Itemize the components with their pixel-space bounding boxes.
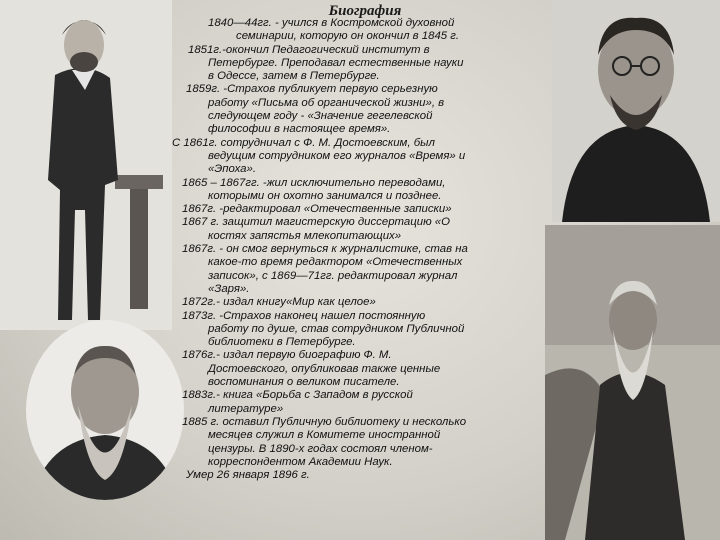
bio-line: 1885 г. оставил Публичную библиотеку и несколько <box>182 415 467 428</box>
bio-paragraph <box>168 310 538 350</box>
bio-paragraph <box>168 389 538 416</box>
bio-line: «Эпоха». <box>208 163 256 176</box>
bio-line: костях запястья млекопитающих» <box>208 229 402 242</box>
bio-line: Достоевского, опубликовав также ценные <box>208 362 441 375</box>
bio-line: Петербурге. Преподавал естественные науки <box>208 56 464 69</box>
bio-line: 1872г.- издал книгу«Мир как целое» <box>182 296 376 309</box>
bio-paragraph <box>168 349 538 389</box>
bio-line: следующем году - «Значение гегелевской <box>208 110 433 123</box>
bio-line: 1859г. -Страхов публикует первую серьезную <box>186 83 438 96</box>
portrait-with-glasses <box>552 0 720 222</box>
bio-line: литературе» <box>208 402 284 415</box>
bio-paragraph <box>168 203 538 216</box>
bio-line: 1867 г. защитил магистерскую диссертацию «О <box>182 216 451 229</box>
portrait-young-standing <box>0 0 172 330</box>
portrait-oval-bearded <box>26 320 184 500</box>
bio-line: работу «Письма об органической жизни», в <box>208 96 445 109</box>
bio-line: ведущим сотрудником его журналов «Время» и <box>208 149 466 162</box>
bio-paragraph <box>168 17 538 44</box>
bio-line: 1873г. -Страхов наконец нашел постоянную <box>182 309 426 322</box>
bio-paragraph <box>168 177 538 204</box>
bio-line: библиотеки в Петербурге. <box>208 336 356 349</box>
bio-line: в Одессе, затем в Петербурге. <box>208 70 380 83</box>
bio-paragraph <box>168 137 538 177</box>
bio-line: записок», с 1869—71гг. редактировал журнал <box>208 269 458 282</box>
bio-line: семинарии, которую он окончил в 1845 г. <box>236 30 460 43</box>
slide-title: Биография <box>328 3 402 19</box>
bio-line: 1883г.- книга «Борьба с Западом в русской <box>182 389 413 402</box>
bio-line: работу по душе, став сотрудником Публичной <box>208 322 465 335</box>
bio-line: философии в настоящее время». <box>208 123 391 136</box>
bio-line: месяцев служил в Комитете иностранной <box>208 429 441 442</box>
bio-line: 1865 – 1867гг. -жил исключительно переводами, <box>182 176 446 189</box>
bio-line: цензуры. В 1890-х годах состоял членом- <box>208 442 433 455</box>
bio-paragraph <box>168 44 538 84</box>
bio-paragraph <box>168 243 538 296</box>
bio-line: 1840—44гг. - учился в Костромской духовной <box>208 17 455 29</box>
portrait-elderly-seated <box>545 225 720 540</box>
bio-line: воспоминания о великом писателе. <box>208 376 400 389</box>
bio-line: 1867г. - он смог вернуться к журналистике, став на <box>182 243 468 256</box>
bio-paragraph <box>168 83 538 136</box>
bio-line: корреспондентом Академии Наук. <box>208 455 393 468</box>
bio-line: С 1861г. сотрудничал с Ф. М. Достоевским, был <box>172 136 435 149</box>
bio-line: 1876г.- издал первую биографию Ф. М. <box>182 349 392 362</box>
bio-paragraph <box>168 416 538 469</box>
bio-paragraph <box>168 216 538 243</box>
bio-line: какое-то время редактором «Отечественных <box>208 256 463 269</box>
bio-paragraph <box>168 469 538 482</box>
bio-paragraph <box>168 296 538 309</box>
bio-line: 1851г.-окончил Педагогический институт в <box>188 43 430 56</box>
bio-line: 1867г. -редактировал «Отечественные записки» <box>182 203 452 216</box>
bio-line: которыми он охотно занимался и позднее. <box>208 189 442 202</box>
bio-line: «Заря». <box>208 282 250 295</box>
biography-text <box>168 17 538 482</box>
bio-line: Умер 26 января 1896 г. <box>186 469 310 482</box>
